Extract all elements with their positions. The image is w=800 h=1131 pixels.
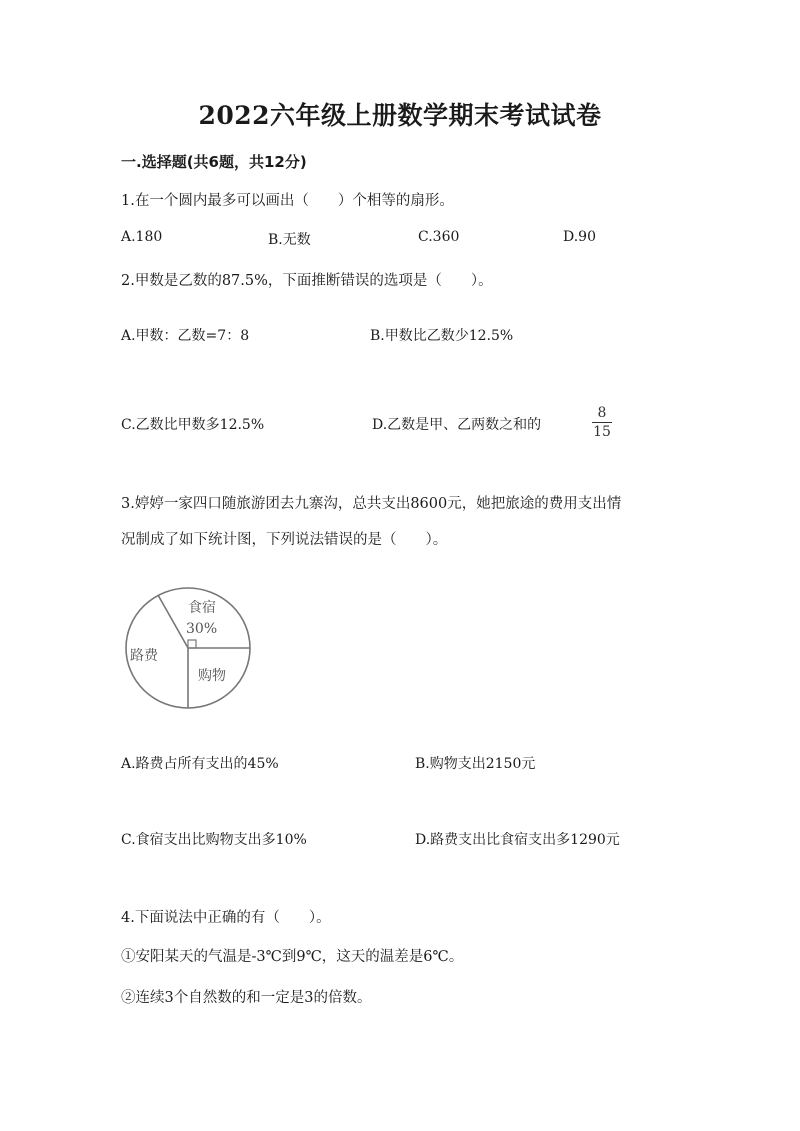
section-heading: 一.选择题(共6题，共12分): [121, 153, 307, 171]
pie-label-shopping: 购物: [198, 668, 226, 684]
question-2-text: 2.甲数是乙数的87.5%，下面推断错误的选项是（ ）。: [121, 273, 493, 289]
q2-option-c: C.乙数比甲数多12.5%: [121, 417, 265, 433]
question-1-text: 1.在一个圆内最多可以画出（ ）个相等的扇形。: [121, 193, 454, 209]
q3-option-d: D.路费支出比食宿支出多1290元: [415, 832, 620, 848]
fraction-denominator: 15: [593, 424, 611, 440]
question-4-text: 4.下面说法中正确的有（ ）。: [121, 910, 331, 926]
question-3-line-1: 3.婷婷一家四口随旅游团去九寨沟，总共支出8600元，她把旅途的费用支出情: [121, 496, 622, 512]
page-title: 2022六年级上册数学期末考试试卷: [198, 101, 602, 130]
fraction-bar: [592, 422, 612, 423]
q1-option-c: C.360: [418, 229, 460, 245]
q2-option-d-fraction: [590, 405, 614, 440]
q1-option-b: B.无数: [268, 232, 311, 248]
q4-statement-2: ②连续3个自然数的和一定是3的倍数。: [121, 990, 372, 1006]
fraction-numerator: 8: [597, 405, 607, 421]
q3-option-c: C.食宿支出比购物支出多10%: [121, 832, 307, 848]
q3-option-b: B.购物支出2150元: [415, 756, 536, 772]
question-3-line-2: 况制成了如下统计图，下列说法错误的是（ ）。: [121, 532, 448, 548]
q2-option-a: A.甲数：乙数=7：8: [121, 328, 250, 344]
q2-option-d: D.乙数是甲、乙两数之和的: [372, 417, 542, 433]
q4-statement-1: ①安阳某天的气温是-3℃到9℃，这天的温差是6℃。: [121, 949, 464, 965]
q2-option-b: B.甲数比乙数少12.5%: [370, 328, 514, 344]
q1-option-d: D.90: [563, 229, 596, 245]
q1-option-a: A.180: [121, 229, 163, 245]
expense-pie-chart: [124, 585, 254, 711]
pie-label-food-lodging-percent: 30%: [186, 621, 218, 637]
pie-label-food-lodging: 食宿: [188, 600, 216, 616]
pie-label-travel: 路费: [130, 648, 158, 664]
q3-option-a: A.路费占所有支出的45%: [121, 756, 279, 772]
